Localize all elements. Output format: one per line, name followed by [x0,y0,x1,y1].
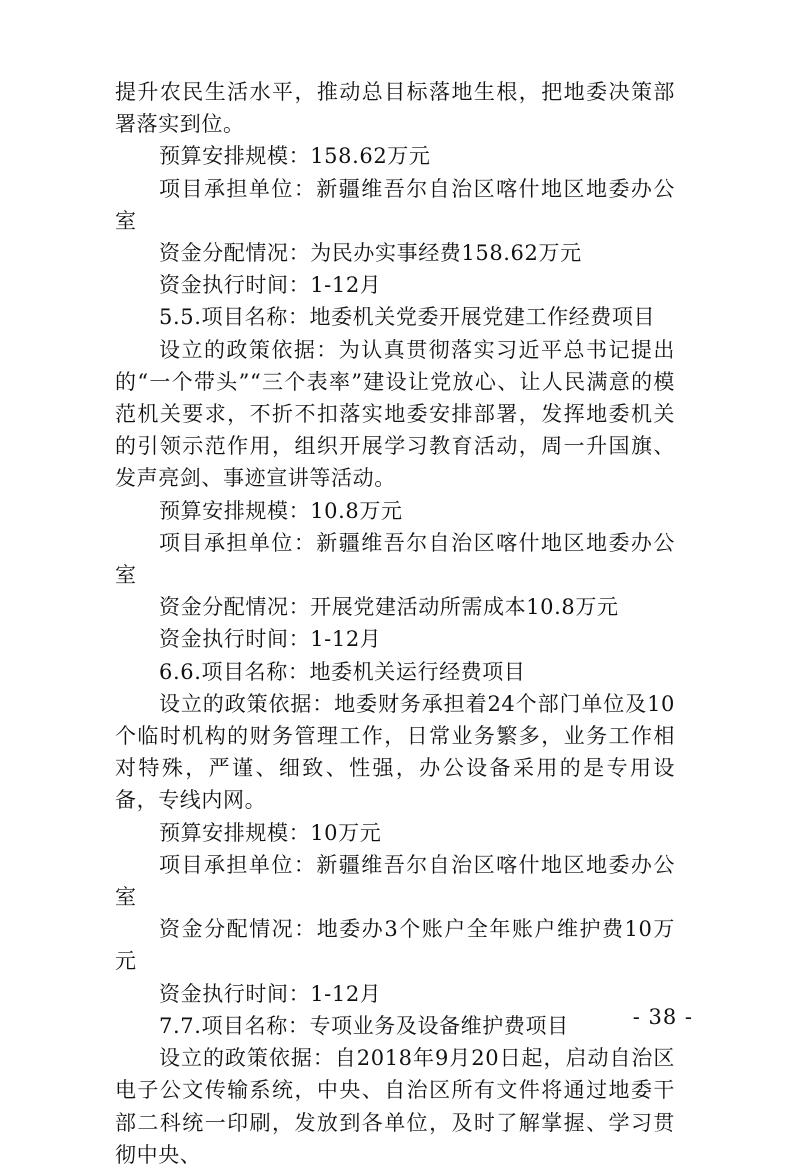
paragraph: 资金分配情况：地委办3个账户全年账户维护费10万元 [115,917,675,974]
paragraph: 资金执行时间：1-12月 [159,273,382,298]
paragraph: 预算安排规模：158.62万元 [159,144,431,169]
paragraph: 提升农民生活水平，推动总目标落地生根，把地委决策部署落实到位。 [115,80,675,137]
page-number: - 38 - [632,1005,693,1029]
paragraph: 资金执行时间：1-12月 [159,981,382,1006]
paragraph: 预算安排规模：10万元 [159,820,382,845]
paragraph: 设立的政策依据：自2018年9月20日起，启动自治区电子公文传输系统，中央、自治区所有文件将通过地委干部二科统一印刷，发放到各单位，及时了解掌握、学习贯彻中央、 [115,1046,675,1167]
paragraph: 资金执行时间：1-12月 [159,627,382,652]
paragraph: 预算安排规模：10.8万元 [159,498,403,523]
paragraph: 设立的政策依据：地委财务承担着24个部门单位及10个临时机构的财务管理工作，日常业务繁多，业务工作相对特殊，严谨、细致、性强，办公设备采用的是专用设备，专线内网。 [115,691,675,813]
paragraph: 项目承担单位：新疆维吾尔自治区喀什地区地委办公室 [115,176,675,233]
document-body [115,76,675,1171]
paragraph: 设立的政策依据：为认真贯彻落实习近平总书记提出的“一个带头”“三个表率”建设让党放心、让人民满意的模范机关要求，不折不扣落实地委安排部署，发挥地委机关的引领示范作用，组织开展学习教育活动，周一升国旗、发声亮剑、事迹宣讲等活动。 [115,337,675,491]
section-heading: 7.7.项目名称：专项业务及设备维护费项目 [159,1013,569,1038]
paragraph: 项目承担单位：新疆维吾尔自治区喀什地区地委办公室 [115,530,675,588]
paragraph: 资金分配情况：开展党建活动所需成本10.8万元 [159,595,619,620]
paragraph: 项目承担单位：新疆维吾尔自治区喀什地区地委办公室 [115,852,675,910]
paragraph: 资金分配情况：为民办实事经费158.62万元 [159,241,582,266]
section-heading: 6.6.项目名称：地委机关运行经费项目 [159,659,526,684]
section-heading: 5.5.项目名称：地委机关党委开展党建工作经费项目 [159,305,656,330]
